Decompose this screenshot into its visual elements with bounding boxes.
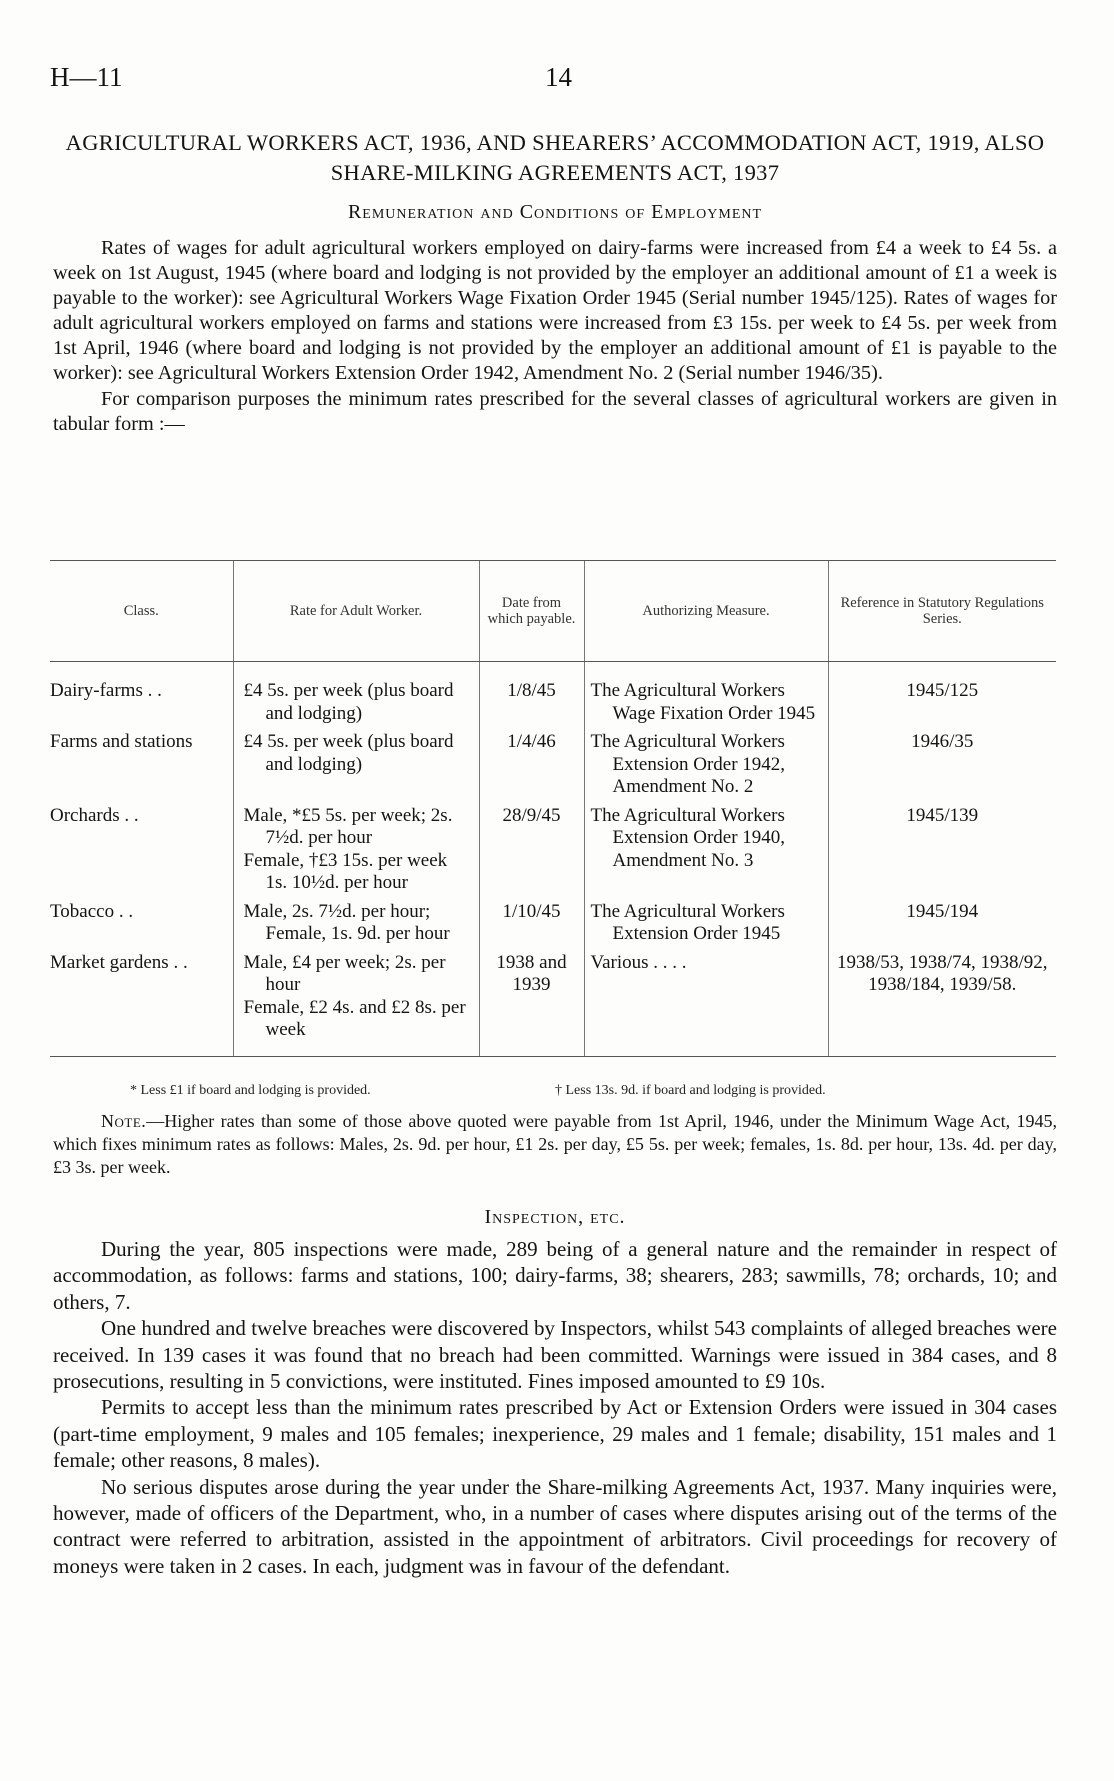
cell-reference: 1938/53, 1938/74, 1938/92, 1938/184, 1939/58. — [828, 952, 1056, 1057]
cell-reference: 1945/139 — [828, 805, 1056, 901]
cell-reference: 1946/35 — [828, 731, 1056, 805]
table-row — [50, 952, 1056, 1057]
measure-text: The Agricultural Workers Extension Order 1940, Amendment No. 3 — [590, 804, 786, 871]
cell-reference: 1945/125 — [828, 662, 1056, 732]
cell-rate — [233, 901, 479, 952]
body-paragraph: Permits to accept less than the minimum rates prescribed by Act or Extension Orders were issued in 304 cases (part-time employment, 9 males and 105 females; inexperience, 29 males and 1 female; disability, 151 males and 1 female; other reasons, 8 males). — [53, 1395, 1057, 1473]
cell-date: 28/9/45 — [479, 805, 584, 901]
cell-reference: 1945/194 — [828, 901, 1056, 952]
cell-rate — [233, 952, 479, 1057]
cell-date: 1938 and 1939 — [479, 952, 584, 1057]
rate-line: £4 5s. per week (plus board and lodging) — [243, 680, 454, 724]
inspection-text — [53, 1236, 1057, 1579]
cell-class: Farms and stations — [50, 731, 193, 752]
footnote-asterisk: * Less £1 if board and lodging is provided. — [130, 1083, 371, 1098]
cell-class: Tobacco . . — [50, 900, 134, 922]
table-row — [50, 662, 1056, 732]
table-row — [50, 805, 1056, 901]
measure-text: The Agricultural Workers Extension Order 1945 — [590, 900, 785, 944]
measure-text: Various . . . . — [590, 951, 687, 973]
page-title: AGRICULTURAL WORKERS ACT, 1936, AND SHEARERS’ ACCOMMODATION ACT, 1919, ALSO SHARE-MILKING AGREEMENTS ACT, 1937 — [65, 130, 1045, 185]
document-code: H—11 — [50, 62, 123, 92]
cell-measure — [584, 662, 828, 732]
rate-line: Female, £2 4s. and £2 8s. per week — [243, 996, 466, 1040]
note-paragraph — [53, 1110, 1057, 1179]
cell-class: Orchards . . — [50, 804, 139, 826]
rate-line: Male, £4 per week; 2s. per hour — [243, 951, 446, 995]
rate-line: Female, †£3 15s. per week 1s. 10½d. per hour — [243, 849, 448, 893]
intro-paragraph: For comparison purposes the minimum rates prescribed for the several classes of agricultural workers are given in tabular form :— — [53, 387, 1057, 435]
header-measure: Authorizing Measure. — [584, 561, 828, 662]
header-rate: Rate for Adult Worker. — [233, 561, 479, 662]
footnote-dagger: † Less 13s. 9d. if board and lodging is provided. — [555, 1083, 826, 1098]
cell-rate — [233, 662, 479, 732]
note-label: Note. — [101, 1111, 147, 1131]
measure-text: The Agricultural Workers Extension Order 1942, Amendment No. 2 — [590, 731, 786, 797]
table-header-row — [50, 561, 1056, 662]
rate-line: Male, 2s. 7½d. per hour; Female, 1s. 9d. per hour — [243, 900, 450, 944]
section-subtitle: Remuneration and Conditions of Employment — [347, 201, 763, 223]
table-row — [50, 731, 1056, 805]
cell-date: 1/10/45 — [479, 901, 584, 952]
rate-line: £4 5s. per week (plus board and lodging) — [243, 731, 454, 775]
body-paragraph: One hundred and twelve breaches were discovered by Inspectors, whilst 543 complaints of alleged breaches were received. In 139 cases it was found that no breach had been committed. Warnings were issued in 384 cases, and 8 prosecutions, resulting in 5 convictions, were instituted. Fines imposed amounted to £9 10s. — [53, 1316, 1057, 1394]
header-class: Class. — [50, 561, 233, 662]
measure-text: The Agricultural Workers Wage Fixation Order 1945 — [590, 680, 816, 724]
inspection-heading: Inspection, etc. — [484, 1206, 626, 1228]
cell-date: 1/4/46 — [479, 731, 584, 805]
running-head — [50, 62, 1050, 96]
cell-class: Market gardens . . — [50, 952, 233, 1057]
table-row — [50, 901, 1056, 952]
cell-measure — [584, 901, 828, 952]
table-footnotes — [50, 1083, 1056, 1103]
cell-rate — [233, 805, 479, 901]
body-paragraph: No serious disputes arose during the year under the Share-milking Agreements Act, 1937. Many inquiries were, however, made of officers of the Department, who, in a number of cases where disputes arising out of the terms of the contract were referred to arbitration, assisted in the appointment of arbitrators. Civil proceedings for recovery of moneys were taken in 2 cases. In each, judgment was in favour of the defendant. — [53, 1474, 1057, 1578]
rate-line: Male, *£5 5s. per week; 2s. 7½d. per hour — [243, 804, 453, 848]
cell-date: 1/8/45 — [479, 662, 584, 732]
header-reference: Reference in Statutory Regulations Series. — [828, 561, 1056, 662]
intro-paragraph: Rates of wages for adult agricultural workers employed on dairy-farms were increased from £4 a week to £4 5s. a week on 1st August, 1945 (where board and lodging is not provided by the employer an additional amount of £1 a week is payable to the worker): see Agricultural Workers Wage Fixation Order 1945 (Serial number 1945/125). Rates of wages for adult agricultural workers employed on farms and stations were increased from £3 15s. per week to £4 5s. per week from 1st April, 1946 (where board and lodging is not provided by the employer an additional amount of £1 is payable to the worker): see Agricultural Workers Extension Order 1942, Amendment No. 2 (Serial number 1946/35). — [53, 237, 1057, 385]
cell-class: Dairy-farms . . — [50, 680, 162, 701]
page-number: 14 — [545, 62, 572, 92]
intro-text — [53, 236, 1057, 437]
cell-measure — [584, 952, 828, 1057]
cell-measure — [584, 805, 828, 901]
wage-rates-table — [50, 560, 1056, 1057]
cell-rate — [233, 731, 479, 805]
header-date: Date from which payable. — [479, 561, 584, 662]
body-paragraph: During the year, 805 inspections were made, 289 being of a general nature and the remainder in respect of accommodation, as follows: farms and stations, 100; dairy-farms, 38; shearers, 283; sawmills, 78; orchards, 10; and others, 7. — [53, 1237, 1057, 1314]
note-text: —Higher rates than some of those above quoted were payable from 1st April, 1946, under the Minimum Wage Act, 1945, which fixes minimum rates as follows: Males, 2s. 9d. per hour, £1 2s. per day, £5 5s. per week; females, 1s. 8d. per hour, 13s. 4d. per day, £3 3s. per week. — [53, 1111, 1057, 1177]
cell-measure — [584, 731, 828, 805]
